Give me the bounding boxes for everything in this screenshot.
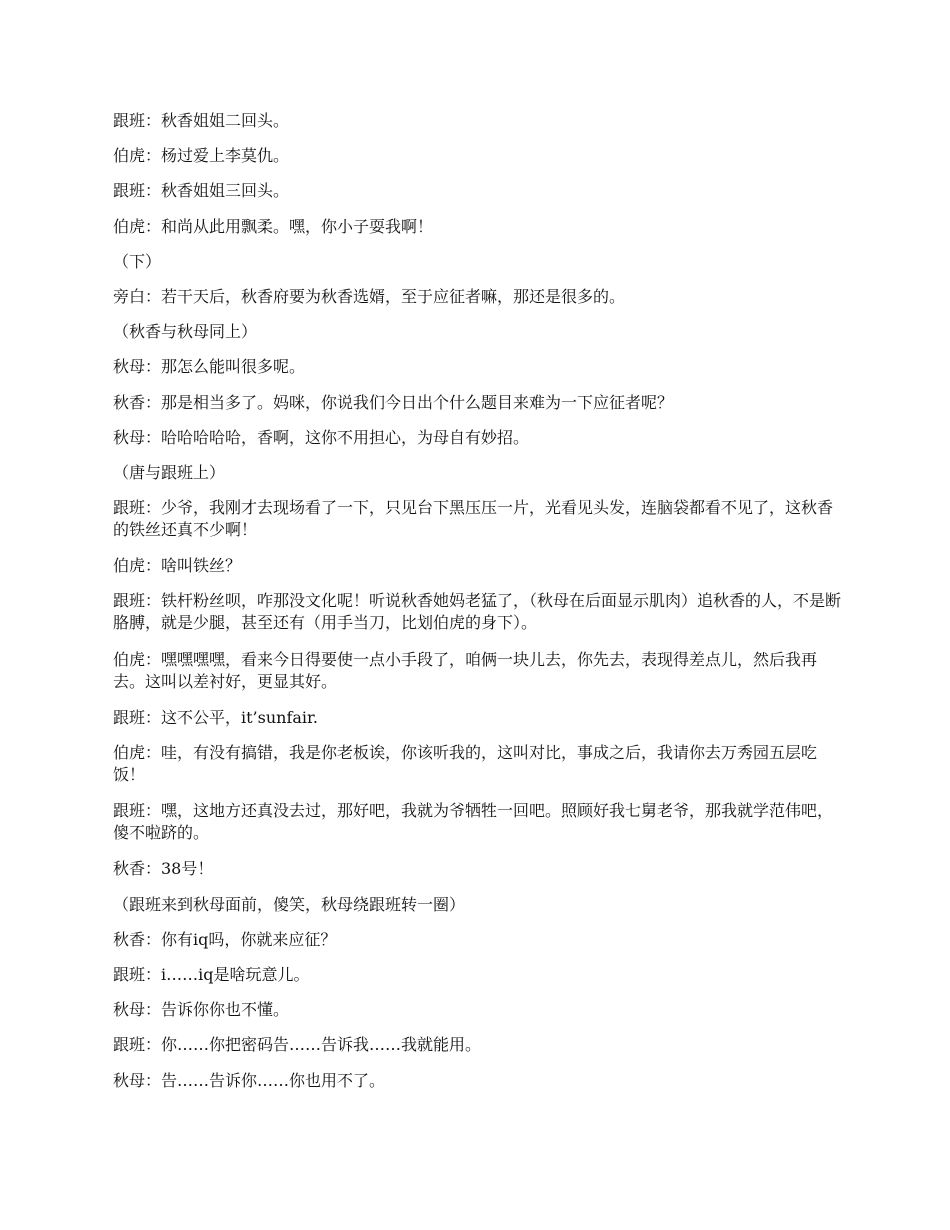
script-line: 秋香：38号！	[113, 859, 214, 879]
script-line: 跟班：少爷，我刚才去现场看了一下，只见台下黑压压一片，光看见头发，连脑袋都看不见了，这秋香的铁丝还真不少啊！	[113, 498, 834, 540]
script-line: 伯虎：啥叫铁丝？	[113, 556, 242, 576]
stage-direction: （唐与跟班上）	[113, 462, 226, 482]
script-line: 伯虎：和尚从此用飘柔。嘿，你小子耍我啊！	[113, 216, 434, 236]
script-line: 秋香：那是相当多了。妈咪，你说我们今日出个什么题目来难为一下应征者呢？	[113, 392, 674, 412]
script-line: 秋香：你有iq吗，你就来应征？	[113, 929, 337, 949]
stage-direction: （下）	[113, 251, 162, 271]
stage-direction: （跟班来到秋母面前，傻笑，秋母绕跟班转一圈）	[113, 894, 466, 914]
script-line: 跟班：铁杆粉丝呗，咋那没文化呢！听说秋香她妈老猛了，（秋母在后面显示肌肉）追秋香的人，不是断胳膊，就是少腿，甚至还有（用手当刀，比划伯虎的身下）。	[113, 591, 842, 633]
script-line: 秋母：那怎么能叫很多呢。	[113, 357, 306, 377]
document-page	[113, 110, 843, 1105]
script-line: 秋母：哈哈哈哈哈，香啊，这你不用担心，为母自有妙招。	[113, 427, 530, 447]
script-line: 跟班：你……你把密码告……告诉我……我就能用。	[113, 1035, 482, 1055]
script-line: 伯虎：杨过爱上李莫仇。	[113, 146, 290, 166]
script-line: 秋母：告……告诉你……你也用不了。	[113, 1070, 386, 1090]
script-line: 伯虎：嘿嘿嘿嘿，看来今日得要使一点小手段了，咱俩一块儿去，你先去，表现得差点儿，然后我再去。这叫以差衬好，更显其好。	[113, 649, 818, 691]
script-line: 跟班：秋香姐姐二回头。	[113, 111, 290, 130]
script-line: 跟班：嘿，这地方还真没去过，那好吧，我就为爷牺牲一回吧。照顾好我七舅老爷，那我就学范伟吧，傻不啦跻的。	[113, 801, 834, 843]
script-line: 伯虎：哇，有没有搞错，我是你老板诶，你该听我的，这叫对比，事成之后，我请你去万秀园五层吃饭！	[113, 743, 818, 784]
stage-direction: （秋香与秋母同上）	[113, 322, 258, 342]
script-line: 旁白：若干天后，秋香府要为秋香选婿，至于应征者嘛，那还是很多的。	[113, 286, 626, 306]
script-line: 秋母：告诉你你也不懂。	[113, 1000, 290, 1020]
script-line: 跟班：i……iq是啥玩意儿。	[113, 964, 310, 984]
script-line: 跟班：秋香姐姐三回头。	[113, 181, 290, 201]
script-line: 跟班：这不公平，it’sunfair.	[113, 707, 319, 727]
